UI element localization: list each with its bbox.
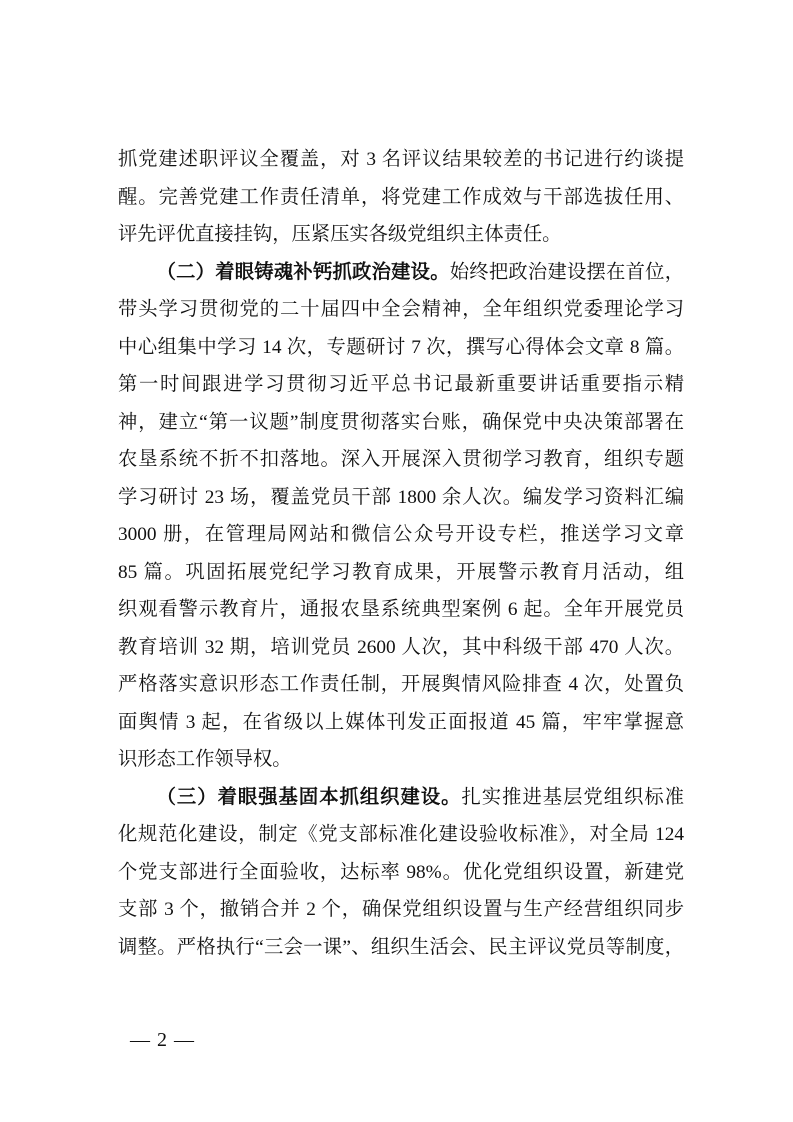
text-line: 织观看警示教育片，通报农垦系统典型案例 6 起。全年开展党员 (118, 599, 684, 620)
text-line: 评先评优直接挂钩，压紧压实各级党组织主体责任。 (118, 224, 562, 245)
text-line: 85 篇。巩固拓展党纪学习教育成果，开展警示教育月活动，组 (118, 561, 684, 583)
body-text (118, 141, 684, 966)
text-segment: 始终把政治建设摆在首位， (449, 261, 684, 283)
text-line: 神，建立“第一议题”制度贯彻落实台账，确保党中央决策部署在 (118, 411, 684, 433)
text-line: 个党支部进行全面验收，达标率 98%。优化党组织设置，新建党 (118, 861, 684, 883)
text-line: 第一时间跟进学习贯彻习近平总书记最新重要讲话重要指示精 (118, 374, 684, 395)
page-number: — 2 — (130, 1029, 195, 1051)
text-segment: 扎实推进基层党组织标准 (461, 786, 684, 808)
section-heading-line (118, 779, 684, 817)
text-line: 中心组集中学习 14 次，专题研讨 7 次，撰写心得体会文章 8 篇。 (118, 336, 684, 358)
text-line: 带头学习贯彻党的二十届四中全会精神，全年组织党委理论学习 (118, 299, 684, 320)
paragraph (118, 779, 684, 967)
text-line: 教育培训 32 期，培训党员 2600 人次，其中科级干部 470 人次。 (118, 636, 684, 658)
paragraph (118, 254, 684, 779)
section-heading: （三）着眼强基固本抓组织建设。 (156, 786, 462, 808)
text-line: 调整。严格执行“三会一课”、组织生活会、民主评议党员等制度， (118, 936, 684, 958)
text-line: 3000 册，在管理局网站和微信公众号开设专栏，推送学习文章 (118, 524, 684, 545)
text-line: 严格落实意识形态工作责任制，开展舆情风险排查 4 次，处置负 (118, 674, 684, 695)
text-line: 化规范化建设，制定《党支部标准化建设验收标准》，对全局 124 (118, 824, 684, 845)
text-line: 面舆情 3 起，在省级以上媒体刊发正面报道 45 篇，牢牢掌握意 (118, 711, 684, 733)
section-heading: （二）着眼铸魂补钙抓政治建设。 (156, 261, 450, 283)
paragraph (118, 141, 684, 254)
text-line: 抓党建述职评议全覆盖，对 3 名评议结果较差的书记进行约谈提 (118, 149, 684, 170)
text-line: 支部 3 个，撤销合并 2 个，确保党组织设置与生产经营组织同步 (118, 899, 684, 920)
text-line: 学习研讨 23 场，覆盖党员干部 1800 余人次。编发学习资料汇编 (118, 486, 684, 508)
text-line: 农垦系统不折不扣落地。深入开展深入贯彻学习教育，组织专题 (118, 449, 684, 470)
text-line: 醒。完善党建工作责任清单，将党建工作成效与干部选拔任用、 (118, 186, 684, 208)
section-heading-line (118, 254, 684, 292)
text-line: 识形态工作领导权。 (118, 749, 292, 770)
